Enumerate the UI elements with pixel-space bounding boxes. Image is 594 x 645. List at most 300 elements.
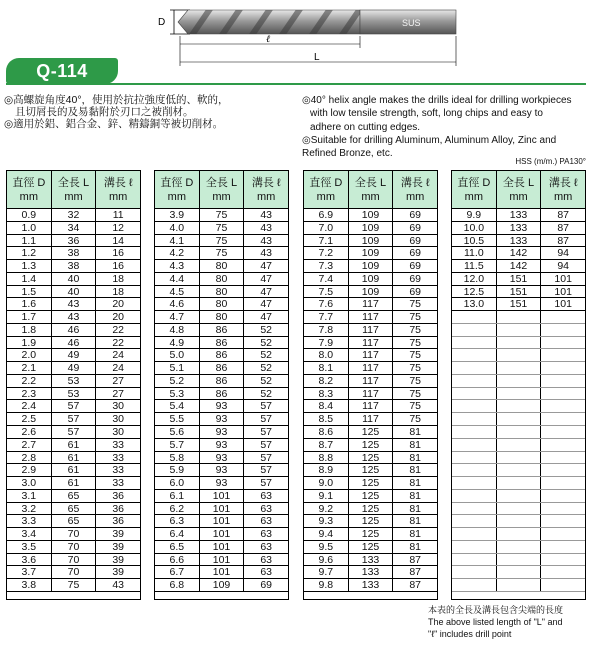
table-row (7, 490, 140, 503)
cell-flute-length (541, 324, 585, 336)
cell-diameter: 2.2 (7, 375, 52, 387)
table-row (304, 235, 437, 248)
cell-diameter: 11.5 (452, 260, 497, 272)
table-row (155, 439, 288, 452)
cell-flute-length: 27 (112, 387, 125, 400)
table-row (155, 490, 288, 503)
table-row (304, 286, 437, 299)
cell-diameter: 1.3 (7, 260, 52, 272)
cell-flute-length: 57 (260, 413, 273, 426)
cell-flute-length (541, 464, 585, 476)
cell-overall-length: 61 (52, 439, 97, 451)
table-row (7, 362, 140, 375)
cell-overall-length: 93 (200, 426, 245, 438)
table-row (7, 298, 140, 311)
cell-flute-length: 81 (409, 438, 422, 451)
cell-overall-length: 125 (349, 439, 394, 451)
cell-overall-length: 61 (52, 464, 97, 476)
cell-diameter (452, 541, 497, 553)
cell-flute-length: 18 (112, 272, 125, 285)
cell-overall-length (497, 426, 542, 438)
cell-overall-length: 117 (349, 324, 394, 336)
table-row (7, 439, 140, 452)
cell-overall-length: 80 (200, 311, 245, 323)
cell-overall-length (497, 554, 542, 566)
cell-flute-length: 69 (260, 579, 273, 592)
cell-diameter: 3.1 (7, 490, 52, 502)
cell-flute-length: 87 (409, 553, 422, 566)
cell-diameter: 5.4 (155, 400, 200, 412)
cell-overall-length: 86 (200, 388, 245, 400)
cell-overall-length: 101 (200, 528, 245, 540)
cell-overall-length: 117 (349, 337, 394, 349)
cell-overall-length: 61 (52, 477, 97, 489)
table-row (7, 541, 140, 554)
table-row (7, 222, 140, 235)
table-header (7, 171, 140, 209)
table-row (304, 554, 437, 567)
cell-overall-length: 75 (200, 209, 245, 221)
table-row-empty (452, 388, 585, 401)
cell-flute-length (541, 311, 585, 323)
table-row (155, 260, 288, 273)
cell-flute-length: 87 (557, 234, 570, 247)
description-zh-line: ◎適用於鋁、鋁合金、鋅、精鑄銅等被切削材。 (4, 118, 224, 130)
cell-flute-length: 75 (409, 336, 422, 349)
cell-diameter: 3.7 (7, 566, 52, 578)
cell-diameter: 9.2 (304, 503, 349, 515)
table-row-empty (452, 477, 585, 490)
cell-overall-length (497, 362, 542, 374)
table-row (304, 477, 437, 490)
cell-diameter: 1.9 (7, 337, 52, 349)
cell-flute-length: 33 (112, 438, 125, 451)
table-body (7, 209, 140, 592)
cell-flute-length: 14 (112, 234, 125, 247)
cell-diameter: 4.4 (155, 273, 200, 285)
table-row (304, 464, 437, 477)
header-diameter: 直徑 D mm (452, 171, 497, 208)
cell-diameter: 9.5 (304, 541, 349, 553)
cell-diameter: 2.1 (7, 362, 52, 374)
cell-overall-length: 43 (52, 298, 97, 310)
description-en-line: ◎40° helix angle makes the drills ideal for drilling workpieces (302, 95, 572, 106)
table-row (304, 400, 437, 413)
table-row (304, 503, 437, 516)
cell-flute-length (541, 426, 585, 438)
cell-overall-length (497, 349, 542, 361)
cell-flute-length: 75 (409, 374, 422, 387)
cell-overall-length: 93 (200, 439, 245, 451)
table-row (155, 209, 288, 222)
table-row (304, 247, 437, 260)
cell-flute-length: 81 (409, 489, 422, 502)
cell-flute-length: 94 (557, 260, 570, 273)
cell-overall-length (497, 503, 542, 515)
table-row-empty (452, 541, 585, 554)
table-row (304, 324, 437, 337)
cell-diameter: 6.1 (155, 490, 200, 502)
table-row (304, 260, 437, 273)
cell-flute-length: 30 (112, 426, 125, 439)
cell-diameter (452, 375, 497, 387)
cell-flute-length: 52 (260, 323, 273, 336)
cell-overall-length: 142 (497, 260, 542, 272)
brand-mark: SUS (402, 18, 421, 28)
cell-diameter: 8.3 (304, 388, 349, 400)
cell-overall-length: 75 (52, 579, 97, 591)
table-row-empty (452, 464, 585, 477)
cell-flute-length: 81 (409, 451, 422, 464)
cell-diameter: 8.9 (304, 464, 349, 476)
cell-flute-length: 47 (260, 260, 273, 273)
cell-flute-length: 57 (260, 451, 273, 464)
header-diameter: 直徑 D mm (304, 171, 349, 208)
cell-diameter (452, 349, 497, 361)
table-row (155, 503, 288, 516)
cell-diameter: 2.7 (7, 439, 52, 451)
table-row (304, 362, 437, 375)
cell-diameter: 4.2 (155, 247, 200, 259)
cell-overall-length: 117 (349, 362, 394, 374)
cell-diameter: 9.8 (304, 579, 349, 591)
table-row (304, 222, 437, 235)
cell-diameter: 6.8 (155, 579, 200, 591)
cell-overall-length: 109 (200, 579, 245, 591)
cell-overall-length: 80 (200, 273, 245, 285)
cell-diameter: 0.9 (7, 209, 52, 221)
table-row (452, 273, 585, 286)
cell-overall-length: 46 (52, 324, 97, 336)
table-row (7, 235, 140, 248)
table-row-empty (452, 349, 585, 362)
cell-overall-length: 109 (349, 260, 394, 272)
header-overall-length: 全長 L mm (52, 171, 97, 208)
table-row (155, 286, 288, 299)
cell-overall-length: 133 (497, 222, 542, 234)
description-zh-line: ◎高螺旋角度40°，使用於抗拉強度低的、軟的， (4, 94, 229, 106)
cell-flute-length (541, 554, 585, 566)
cell-flute-length: 69 (409, 209, 422, 221)
cell-flute-length: 43 (260, 221, 273, 234)
cell-flute-length (541, 349, 585, 361)
cell-flute-length: 39 (112, 540, 125, 553)
cell-overall-length: 133 (497, 235, 542, 247)
table-row (452, 298, 585, 311)
cell-flute-length: 33 (112, 464, 125, 477)
cell-flute-length (541, 452, 585, 464)
cell-overall-length (497, 452, 542, 464)
cell-overall-length: 86 (200, 375, 245, 387)
cell-overall-length (497, 464, 542, 476)
cell-overall-length (497, 324, 542, 336)
cell-overall-length: 151 (497, 298, 542, 310)
cell-overall-length: 40 (52, 286, 97, 298)
cell-flute-length (541, 375, 585, 387)
cell-diameter: 7.4 (304, 273, 349, 285)
cell-flute-length: 75 (409, 298, 422, 311)
cell-overall-length: 117 (349, 400, 394, 412)
cell-diameter: 6.9 (304, 209, 349, 221)
cell-diameter: 4.7 (155, 311, 200, 323)
table-row (7, 426, 140, 439)
cell-diameter (452, 439, 497, 451)
table-row (155, 247, 288, 260)
cell-diameter: 2.8 (7, 452, 52, 464)
cell-flute-length: 75 (409, 400, 422, 413)
cell-flute-length: 30 (112, 413, 125, 426)
cell-overall-length: 80 (200, 286, 245, 298)
cell-diameter: 6.0 (155, 477, 200, 489)
table-row-empty (452, 566, 585, 579)
cell-diameter (452, 337, 497, 349)
cell-diameter: 1.1 (7, 235, 52, 247)
cell-diameter: 7.7 (304, 311, 349, 323)
table-row-empty (452, 503, 585, 516)
cell-diameter: 3.3 (7, 515, 52, 527)
table-row (155, 452, 288, 465)
cell-overall-length: 36 (52, 235, 97, 247)
cell-flute-length: 87 (557, 209, 570, 221)
table-row (7, 554, 140, 567)
cell-diameter: 9.4 (304, 528, 349, 540)
cell-diameter: 8.0 (304, 349, 349, 361)
table-row (7, 579, 140, 592)
cell-overall-length: 86 (200, 324, 245, 336)
table-row (7, 375, 140, 388)
cell-overall-length: 101 (200, 554, 245, 566)
table-row-empty (452, 426, 585, 439)
cell-flute-length: 52 (260, 387, 273, 400)
cell-flute-length: 69 (409, 247, 422, 260)
cell-diameter: 9.6 (304, 554, 349, 566)
cell-diameter: 12.5 (452, 286, 497, 298)
cell-flute-length (541, 362, 585, 374)
cell-diameter: 8.8 (304, 452, 349, 464)
dim-d-label: D (158, 17, 166, 28)
cell-overall-length: 117 (349, 349, 394, 361)
cell-overall-length (497, 490, 542, 502)
cell-flute-length: 81 (409, 515, 422, 528)
cell-overall-length (497, 439, 542, 451)
cell-diameter: 3.6 (7, 554, 52, 566)
table-row (304, 490, 437, 503)
cell-diameter: 3.2 (7, 503, 52, 515)
cell-diameter: 5.5 (155, 413, 200, 425)
table-row-empty (452, 490, 585, 503)
cell-flute-length: 47 (260, 272, 273, 285)
cell-flute-length: 33 (112, 477, 125, 490)
cell-flute-length: 52 (260, 336, 273, 349)
cell-overall-length: 75 (200, 235, 245, 247)
cell-overall-length: 34 (52, 222, 97, 234)
cell-diameter (452, 464, 497, 476)
table-row (452, 286, 585, 299)
cell-flute-length: 75 (409, 362, 422, 375)
table-header (304, 171, 437, 209)
description-en-line: with low tensile strength, soft, long chips and easy to (310, 108, 543, 120)
cell-overall-length: 125 (349, 452, 394, 464)
cell-overall-length: 93 (200, 464, 245, 476)
cell-flute-length: 20 (112, 298, 125, 311)
cell-overall-length: 61 (52, 452, 97, 464)
cell-diameter: 12.0 (452, 273, 497, 285)
cell-flute-length: 27 (112, 374, 125, 387)
table-row (304, 298, 437, 311)
table-row-empty (452, 400, 585, 413)
table-row-empty (452, 439, 585, 452)
cell-flute-length: 57 (260, 438, 273, 451)
cell-overall-length: 109 (349, 209, 394, 221)
table-row (304, 452, 437, 465)
cell-overall-length: 49 (52, 362, 97, 374)
table-row (155, 337, 288, 350)
cell-diameter: 7.3 (304, 260, 349, 272)
cell-flute-length: 57 (260, 477, 273, 490)
table-row-empty (452, 324, 585, 337)
table-row (304, 273, 437, 286)
cell-diameter: 8.1 (304, 362, 349, 374)
cell-overall-length: 142 (497, 247, 542, 259)
cell-overall-length (497, 579, 542, 591)
cell-overall-length: 70 (52, 541, 97, 553)
cell-diameter (452, 311, 497, 323)
table-row (304, 388, 437, 401)
cell-flute-length: 81 (409, 426, 422, 439)
table-row-empty (452, 515, 585, 528)
cell-overall-length: 101 (200, 503, 245, 515)
cell-flute-length: 18 (112, 285, 125, 298)
cell-diameter: 3.8 (7, 579, 52, 591)
cell-diameter: 8.5 (304, 413, 349, 425)
table-row (7, 503, 140, 516)
cell-flute-length: 63 (260, 553, 273, 566)
table-row (155, 515, 288, 528)
cell-diameter: 1.5 (7, 286, 52, 298)
table-row (155, 273, 288, 286)
table-row (155, 554, 288, 567)
table-header (155, 171, 288, 209)
table-row (452, 235, 585, 248)
cell-overall-length: 53 (52, 388, 97, 400)
cell-diameter: 2.4 (7, 400, 52, 412)
table-row (452, 260, 585, 273)
table-row (155, 400, 288, 413)
cell-diameter: 9.0 (304, 477, 349, 489)
table-row (304, 337, 437, 350)
footnote (428, 604, 588, 640)
cell-overall-length: 57 (52, 400, 97, 412)
cell-diameter: 10.5 (452, 235, 497, 247)
cell-diameter: 5.6 (155, 426, 200, 438)
cell-diameter: 9.7 (304, 566, 349, 578)
cell-diameter: 5.2 (155, 375, 200, 387)
cell-overall-length (497, 375, 542, 387)
cell-overall-length: 125 (349, 528, 394, 540)
cell-diameter: 1.4 (7, 273, 52, 285)
table-row (452, 209, 585, 222)
cell-flute-length: 47 (260, 298, 273, 311)
cell-flute-length: 81 (409, 528, 422, 541)
table-header (452, 171, 585, 209)
table-row (155, 375, 288, 388)
size-table-3 (303, 170, 438, 600)
cell-overall-length: 125 (349, 490, 394, 502)
cell-overall-length: 80 (200, 260, 245, 272)
table-row (304, 439, 437, 452)
cell-overall-length: 133 (349, 579, 394, 591)
cell-diameter: 6.5 (155, 541, 200, 553)
cell-diameter: 7.1 (304, 235, 349, 247)
cell-overall-length: 133 (497, 209, 542, 221)
cell-flute-length: 57 (260, 400, 273, 413)
cell-overall-length: 133 (349, 554, 394, 566)
cell-overall-length (497, 311, 542, 323)
table-row (155, 222, 288, 235)
cell-overall-length (497, 388, 542, 400)
cell-flute-length (541, 413, 585, 425)
cell-flute-length: 47 (260, 285, 273, 298)
cell-diameter (452, 388, 497, 400)
footnote-line: The above listed length of "L" and (428, 617, 563, 627)
cell-diameter (452, 515, 497, 527)
cell-diameter: 2.6 (7, 426, 52, 438)
cell-flute-length: 75 (409, 387, 422, 400)
cell-flute-length (541, 503, 585, 515)
cell-overall-length (497, 566, 542, 578)
cell-flute-length: 69 (409, 285, 422, 298)
cell-flute-length (541, 477, 585, 489)
table-row-empty (452, 554, 585, 567)
cell-flute-length: 87 (409, 566, 422, 579)
cell-diameter (452, 452, 497, 464)
table-row-empty (452, 362, 585, 375)
cell-overall-length: 151 (497, 286, 542, 298)
table-row (304, 375, 437, 388)
cell-overall-length: 109 (349, 235, 394, 247)
table-row (7, 247, 140, 260)
table-row (304, 209, 437, 222)
size-table-4 (451, 170, 586, 600)
cell-flute-length: 52 (260, 349, 273, 362)
table-row (304, 528, 437, 541)
cell-overall-length: 86 (200, 362, 245, 374)
cell-overall-length: 57 (52, 413, 97, 425)
cell-diameter: 5.1 (155, 362, 200, 374)
table-row (7, 400, 140, 413)
cell-diameter: 3.4 (7, 528, 52, 540)
cell-flute-length: 16 (112, 247, 125, 260)
cell-diameter: 6.4 (155, 528, 200, 540)
cell-diameter: 1.7 (7, 311, 52, 323)
cell-diameter: 2.9 (7, 464, 52, 476)
cell-diameter: 5.9 (155, 464, 200, 476)
cell-flute-length: 36 (112, 502, 125, 515)
cell-overall-length: 93 (200, 413, 245, 425)
table-row (7, 209, 140, 222)
header-flute-length: 溝長 ℓ mm (103, 177, 133, 203)
cell-flute-length (541, 490, 585, 502)
cell-diameter: 8.2 (304, 375, 349, 387)
spec-note: HSS (m/m.) PA130° (515, 157, 586, 166)
header-overall-length: 全長 L mm (497, 171, 542, 208)
cell-flute-length: 24 (112, 362, 125, 375)
table-row (155, 579, 288, 592)
cell-flute-length: 24 (112, 349, 125, 362)
description-zh-line: 且切屑長的及易黏附於刃口之被削材。 (15, 106, 194, 118)
table-row (155, 324, 288, 337)
cell-flute-length: 47 (260, 311, 273, 324)
